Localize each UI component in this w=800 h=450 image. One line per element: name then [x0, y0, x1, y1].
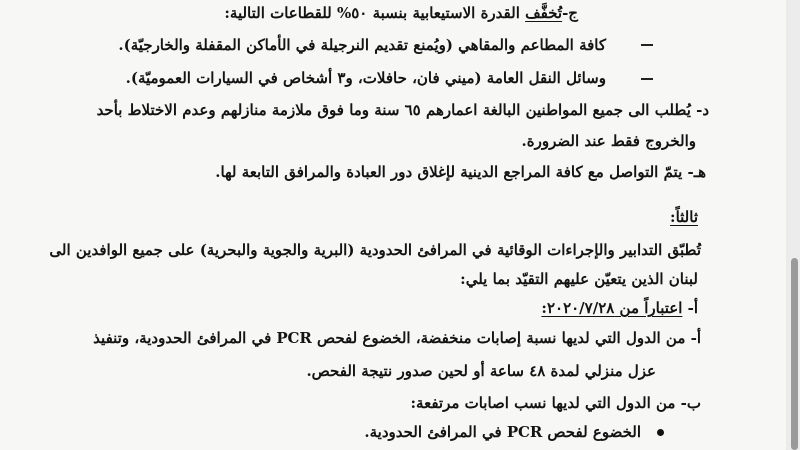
item-h: هـ- يتمّ التواصل مع كافة المراجع الدينية لإغلاق دور العبادة والمرافق التابعة لها. — [215, 163, 706, 181]
intro-line-1: تُطبّق التدابير والإجراءات الوقائية في المرافئ الحدودية (البرية والجوية والبحرية) على جميع الوافدين الى — [49, 241, 701, 259]
item-j-line — [224, 3, 578, 23]
bullet-dash-2 — [641, 78, 653, 80]
item-j-bullet-1: كافة المطاعم والمقاهي (ويُمنع تقديم النرجيلة في الأماكن المقفلة والخارجيّة). — [118, 36, 606, 54]
item-j-bullet-2: وسائل النقل العامة (ميني فان، حافلات، و٣ أشخاص في السيارات العموميّة). — [125, 69, 606, 87]
a2-bullet-1: الخضوع لفحص PCR في المرافئ الحدودية. — [364, 423, 641, 441]
item-j-rest: القدرة الاستيعابية بنسبة ٥٠% للقطاعات التالية: — [224, 4, 526, 22]
item-d-line-1: د- يُطلب الى جميع المواطنين البالغة اعمارهم ٦٥ سنة وما فوق ملازمة منازلهم وعدم الاختلاط بأحد — [96, 101, 709, 119]
a2-line-1: ب- من الدول التي لديها نسب اصابات مرتفعة: — [410, 394, 701, 412]
item-d-line-2: والخروج فقط عند الضرورة. — [521, 132, 696, 150]
sub-a-heading-line — [541, 298, 698, 318]
sub-a-heading: اعتباراً من ٢٠٢٠/٧/٢٨: — [541, 299, 683, 317]
section-heading: ثالثاً: — [670, 208, 698, 226]
intro-line-2: لبنان الذين يتعيّن عليهم التقيّد بما يلي: — [460, 270, 698, 288]
sub-a-prefix: أ- — [682, 299, 698, 317]
scrollbar-track[interactable] — [788, 0, 800, 450]
bullet-dash-1 — [641, 44, 653, 46]
scrollbar-thumb[interactable] — [791, 258, 798, 450]
bullet-dot — [657, 429, 664, 436]
item-j-keyword: تُخفَّف — [525, 4, 563, 22]
a1-line-2: عزل منزلي لمدة ٤٨ ساعة أو لحين صدور نتيجة الفحص. — [306, 362, 656, 380]
item-j-prefix: ج- — [562, 4, 578, 22]
a1-line-1: أ- من الدول التي لديها نسبة إصابات منخفضة، الخضوع لفحص PCR في المرافئ الحدودية، وتنفيذ — [93, 329, 701, 347]
